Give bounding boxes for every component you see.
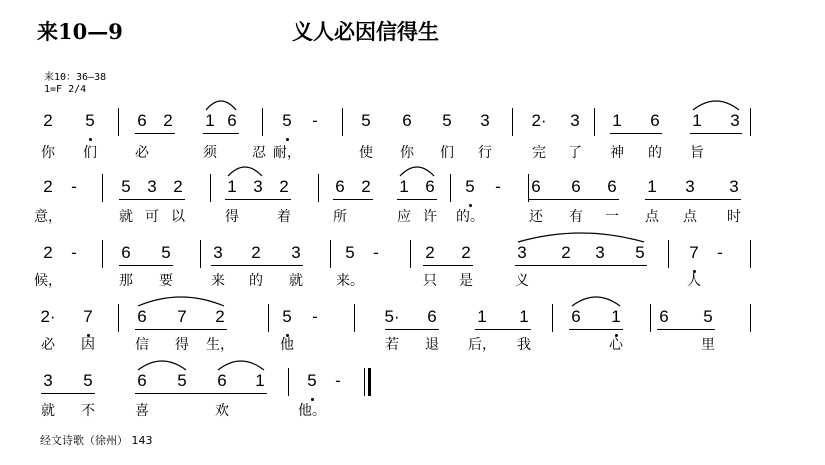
note: 3 — [147, 177, 157, 196]
lyric: 旨 — [690, 145, 704, 161]
note: 1 — [227, 177, 237, 196]
note: 5 — [161, 243, 171, 262]
barline — [318, 174, 319, 202]
slur-arc — [400, 167, 434, 176]
note: - — [495, 177, 501, 196]
beam-underline — [515, 265, 647, 266]
barline — [200, 240, 201, 268]
lyric: 必 — [135, 145, 149, 161]
barline — [118, 304, 119, 332]
note: 5 — [703, 307, 713, 326]
note: 6 — [137, 111, 147, 130]
lyric: 必 — [41, 337, 55, 353]
slur-arc — [218, 361, 264, 370]
note: 3 — [570, 111, 580, 130]
beam-underline — [475, 329, 531, 330]
barline — [552, 304, 553, 332]
note: 2 — [173, 177, 183, 196]
lyric: 得 — [175, 337, 189, 353]
note: 6 — [571, 307, 581, 326]
note: 2 — [43, 243, 53, 262]
lyric: 忍 — [252, 145, 266, 161]
lyric: 来 — [211, 273, 225, 289]
lyric: 因 — [81, 337, 95, 353]
lyric: 的 — [648, 145, 662, 161]
scripture-reference: 来10：36—38 — [44, 72, 107, 83]
lyric: 来。 — [336, 273, 364, 289]
note: 2 — [279, 177, 289, 196]
barline — [288, 368, 289, 396]
note: 2 — [43, 177, 53, 196]
beam-underline — [610, 133, 662, 134]
lyric: 许 — [423, 209, 437, 225]
lyric: 使 — [359, 145, 373, 161]
lyric: 欢 — [215, 403, 229, 419]
lyric: 喜 — [135, 403, 149, 419]
note: 3 — [43, 371, 53, 390]
low-octave-dot — [286, 334, 289, 337]
barline — [354, 304, 355, 332]
slur-arc — [206, 101, 236, 110]
lyric: 们 — [83, 145, 97, 161]
lyric: 只 — [423, 273, 437, 289]
barline — [750, 304, 751, 332]
note: 5 — [635, 243, 645, 262]
note: 2 — [561, 243, 571, 262]
note: 6 — [137, 371, 147, 390]
barline — [512, 108, 513, 136]
lyric: 你 — [400, 145, 414, 161]
lyric: 须 — [203, 145, 217, 161]
barline — [262, 108, 263, 136]
note: - — [717, 243, 723, 262]
low-octave-dot — [286, 138, 289, 141]
low-octave-dot — [87, 334, 90, 337]
lyric: 一 — [605, 209, 619, 225]
low-octave-dot — [311, 398, 314, 401]
slur-arc — [138, 361, 186, 370]
beam-underline — [423, 265, 473, 266]
note: 6 — [650, 111, 660, 130]
note: 2 — [43, 111, 53, 130]
note: 1 — [611, 307, 621, 326]
lyric: 的。 — [456, 209, 484, 225]
lyric: 要 — [159, 273, 173, 289]
note: 2 — [425, 243, 435, 262]
beam-underline — [203, 133, 239, 134]
barline — [342, 108, 343, 136]
note: 1 — [612, 111, 622, 130]
beam-underline — [690, 133, 742, 134]
beam-underline — [135, 133, 175, 134]
lyric: 意， — [34, 209, 62, 225]
hymn-number: 来10—9 — [37, 19, 123, 44]
beam-underline — [397, 199, 437, 200]
lyric: 他 — [280, 337, 294, 353]
note: 5 — [121, 177, 131, 196]
note: 5 — [282, 307, 292, 326]
note: 6 — [402, 111, 412, 130]
barline — [450, 174, 451, 202]
note: 2· — [40, 307, 56, 326]
note: 5· — [384, 307, 400, 326]
note: 5 — [361, 111, 371, 130]
note: 3 — [730, 111, 740, 130]
lyric: 你 — [41, 145, 55, 161]
note: 6 — [227, 111, 237, 130]
barline — [650, 304, 651, 332]
lyric: 退 — [425, 337, 439, 353]
lyric: 就 — [119, 209, 133, 225]
note: 3 — [595, 243, 605, 262]
note: - — [71, 243, 77, 262]
lyric: 应 — [397, 209, 411, 225]
barline — [750, 240, 751, 268]
low-octave-dot — [469, 204, 472, 207]
note: 6 — [137, 307, 147, 326]
note: 5 — [345, 243, 355, 262]
note: - — [335, 371, 341, 390]
note: 1 — [647, 177, 657, 196]
lyric: 得 — [225, 209, 239, 225]
note: 1 — [477, 307, 487, 326]
note: 6 — [659, 307, 669, 326]
note: 3 — [517, 243, 527, 262]
note: 3 — [685, 177, 695, 196]
note: 6 — [607, 177, 617, 196]
beam-underline — [211, 265, 303, 266]
note: - — [312, 307, 318, 326]
note: 7 — [689, 243, 699, 262]
beam-underline — [41, 393, 95, 394]
note: 2 — [163, 111, 173, 130]
beam-underline — [333, 199, 373, 200]
final-barline-thick — [368, 368, 371, 396]
slur-arc — [138, 297, 224, 306]
note: 6 — [121, 243, 131, 262]
key-and-time-signature: 1=F 2/4 — [44, 84, 87, 95]
note: 6 — [531, 177, 541, 196]
lyric: 耐， — [273, 145, 301, 161]
low-octave-dot — [89, 138, 92, 141]
lyric: 义 — [515, 273, 529, 289]
beam-underline — [119, 265, 173, 266]
note: - — [312, 111, 318, 130]
lyric: 信 — [135, 337, 149, 353]
lyric: 所 — [333, 209, 347, 225]
slur-arc — [693, 101, 739, 110]
lyric: 点 — [683, 209, 697, 225]
lyric: 生， — [206, 337, 234, 353]
barline — [210, 174, 211, 202]
note: 3 — [253, 177, 263, 196]
note: - — [373, 243, 379, 262]
lyric: 还 — [529, 209, 543, 225]
final-barline-thin — [364, 368, 365, 396]
beam-underline — [645, 199, 741, 200]
barline — [118, 108, 119, 136]
note: 6 — [427, 307, 437, 326]
note: 5 — [465, 177, 475, 196]
barline — [528, 174, 529, 202]
note: 7 — [177, 307, 187, 326]
note: 5 — [85, 111, 95, 130]
lyric: 神 — [610, 145, 624, 161]
lyric: 以 — [171, 209, 185, 225]
note: 5 — [83, 371, 93, 390]
barline — [750, 108, 751, 136]
lyric: 候， — [34, 273, 62, 289]
note: 3 — [480, 111, 490, 130]
lyric: 就 — [289, 273, 303, 289]
lyric: 点 — [645, 209, 659, 225]
note: 7 — [83, 307, 93, 326]
lyric: 就 — [41, 403, 55, 419]
beam-underline — [385, 329, 439, 330]
lyric: 心 — [609, 337, 623, 353]
note: - — [71, 177, 77, 196]
lyric: 那 — [119, 273, 133, 289]
source-footer: 经文诗歌（徐州） 143 — [40, 434, 153, 447]
low-octave-dot — [615, 334, 618, 337]
note: 3 — [213, 243, 223, 262]
note: 3 — [729, 177, 739, 196]
note: 1 — [399, 177, 409, 196]
note: 6 — [571, 177, 581, 196]
lyric: 着 — [277, 209, 291, 225]
note: 1 — [519, 307, 529, 326]
note: 3 — [291, 243, 301, 262]
low-octave-dot — [693, 270, 696, 273]
note: 2 — [215, 307, 225, 326]
lyric: 有 — [569, 209, 583, 225]
lyric: 若 — [385, 337, 399, 353]
beam-underline — [529, 199, 619, 200]
lyric: 我 — [517, 337, 531, 353]
beam-underline — [119, 199, 185, 200]
barline — [268, 304, 269, 332]
note: 5 — [177, 371, 187, 390]
note: 5 — [282, 111, 292, 130]
lyric: 了 — [568, 145, 582, 161]
beam-underline — [225, 199, 291, 200]
note: 6 — [425, 177, 435, 196]
lyric: 可 — [145, 209, 159, 225]
barline — [102, 174, 103, 202]
barline — [102, 240, 103, 268]
lyric: 人 — [687, 273, 701, 289]
hymn-title: 义人必因信得生 — [292, 19, 439, 44]
lyric: 的 — [249, 273, 263, 289]
note: 1 — [205, 111, 215, 130]
slur-arc — [228, 167, 262, 176]
slur-arc — [518, 233, 644, 242]
slur-arc — [572, 297, 620, 306]
note: 6 — [335, 177, 345, 196]
lyric: 里 — [701, 337, 715, 353]
lyric: 是 — [459, 273, 473, 289]
barline — [330, 240, 331, 268]
note: 5 — [442, 111, 452, 130]
barline — [594, 108, 595, 136]
beam-underline — [135, 329, 227, 330]
note: 5 — [307, 371, 317, 390]
note: 6 — [217, 371, 227, 390]
beam-underline — [657, 329, 715, 330]
barline — [668, 240, 669, 268]
note: 2 — [361, 177, 371, 196]
lyric: 完 — [532, 145, 546, 161]
lyric: 时 — [727, 209, 741, 225]
note: 2 — [461, 243, 471, 262]
beam-underline — [569, 329, 623, 330]
note: 2· — [531, 111, 547, 130]
lyric: 后， — [468, 337, 496, 353]
note: 1 — [692, 111, 702, 130]
lyric: 行 — [478, 145, 492, 161]
note: 1 — [255, 371, 265, 390]
lyric: 们 — [440, 145, 454, 161]
lyric: 不 — [81, 403, 95, 419]
barline — [410, 240, 411, 268]
beam-underline — [135, 393, 267, 394]
note: 2 — [251, 243, 261, 262]
lyric: 他。 — [298, 403, 326, 419]
